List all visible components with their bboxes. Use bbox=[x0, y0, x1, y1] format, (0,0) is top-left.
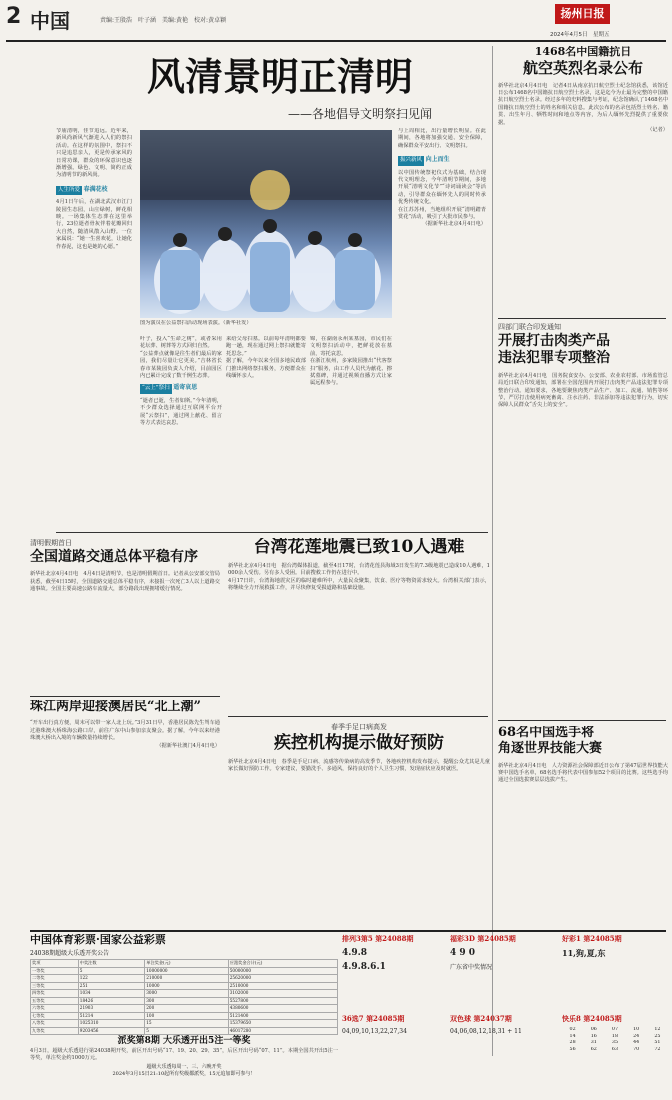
right1-credit: （记者） bbox=[647, 127, 668, 134]
table-row: 三等奖 251 10000 2510000 bbox=[31, 982, 338, 990]
right2-headline1: 开展打击肉类产品 bbox=[498, 333, 610, 349]
left1-kicker: 清明假期首日 bbox=[30, 539, 72, 547]
main-col2: 叶子，投入“生命之树”，或者采用花坛葬、树葬等方式回归自然。 “公益葬点就像是往生者们最后的家园，我们尽量让它更美。”吉林省长春市某陵园负责人介绍，目前园区内已累计完成了数千例生态葬。 “云上”祭扫 遥寄哀思 “逝者已逝，生者如斯。”今年清明，不少群众选择通过互联网平台开展“云祭扫”，通过网上献花、留言等方式表达哀思。 bbox=[140, 336, 222, 427]
middle-story1 bbox=[228, 538, 490, 708]
middle1-headline: 台湾花莲地震已致10人遇难 bbox=[253, 538, 465, 557]
top-rule bbox=[6, 40, 666, 42]
main-bottom-rule bbox=[56, 532, 488, 533]
qlc-block: 36选7 第24085期 04,09,10,13,22,27,34 bbox=[342, 1014, 446, 1094]
right3-text: 新华社北京4月4日电 人力资源社会保障部近日公布了第47届世界技能大赛中国选手名单，68名选手将代表中国参加52个项目的比赛。这些选手均通过全国选拔赛层层选拔产生。 bbox=[498, 762, 668, 784]
fc3d-sub: 广东省中奖情况 bbox=[450, 964, 493, 971]
lottery-title: 中国体育彩票·国家公益彩票 bbox=[30, 934, 166, 946]
middle2-text: 新华社北京4月4日电 春季是手足口病、流感等传染病的高发季节，各地疾控机构发布提示，提醒公众尤其是儿童家长做好预防工作。专家建议，要勤洗手、多通风，保持良好的个人卫生习惯，发现症状应及时就医。 bbox=[228, 758, 490, 773]
main-col5: 与上周相比，出行量增长明显。在此期间，各地将加强交通、安全保障，确保群众平安出行、文明祭扫。 振兴新风 向上而生 以中国传统祭祀仪式为基础，结合现代文明理念，今年清明节期间，多地开展“清明文化节”“诗词诵读会”等活动，引导群众在缅怀先人的同时传承优秀传统文化。 在江苏苏州，当地组织开展“清明踏青赏花”活动，吸引了大批市民参与。 （据新华社北京4月4日电） bbox=[398, 128, 486, 228]
left1-headline: 全国道路交通总体平稳有序 bbox=[30, 549, 198, 565]
kl8-numbers: 02 06 07 10 12 14 16 18 24 25 28 31 35 44 51 56 62 63 70 72 bbox=[569, 1027, 661, 1052]
left2-credit: （据新华社澳门4月4日电） bbox=[156, 742, 220, 749]
editors: 责编:王殷浩 叶子涵 美编:黄艳 校对:黄卓颖 bbox=[100, 17, 227, 24]
lottery-top-rule bbox=[30, 930, 666, 932]
left1-text: 新华社北京4月4日电 4月4日是清明节，也是清明假期首日。记者从公安部交管局获悉，截至4日15时，全国道路交通总体平稳有序，未接报一次死亡3人以上道路交通事故。全国主要高速公路车流量大，部分路段出现拥堵缓行情况。 bbox=[30, 571, 220, 593]
table-row: 七等奖 51214 100 5121400 bbox=[31, 1012, 338, 1020]
qlc-numbers: 04,09,10,13,22,27,34 bbox=[342, 1028, 407, 1035]
lottery-table: 奖项 中奖注数 单注奖金(元) 应派奖金合计(元) 一等奖 5 10000000 50000000 二等奖 122 210000 25620000 三等奖 251 10000 2510000 四等奖 1034 3000 3102000 五等奖 18426 300 5527800 六等奖 21903 200 4380600 七等奖 51214 100 5121400 八等奖 1025310 15 15379650 九等奖 9203456 5 46017280 bbox=[30, 959, 338, 1035]
section-name: 中国 bbox=[30, 9, 70, 33]
kl8-block: 快乐8 第24085期 02 06 07 10 12 14 16 18 24 25 28 31 35 44 51 56 62 63 70 72 bbox=[562, 1014, 668, 1094]
main-col1: 节庙清明，佳节追远。近年来，新风尚新风气渐进入人们的祭扫活动。在这样的氛围中，祭扫不只是追思亲人，更是传承家风的日常功课，群众的环保意识也逐渐增强。绿色、文明、简约正成为清明节的新风尚。 人生所爱 春满花枝 4月1日午后，在湖北武汉市江门陵园生态园，山庄绿树，鲜花相映。一场集体生态葬在这里举行，23位逝者骨灰伴着花瓣回归大自然，随清风散入山野。一位家属说：“她一生喜欢花，让她化作春泥，这也是她的心愿。” bbox=[56, 128, 132, 250]
right1-text: 新华社北京4月4日电 记者4日从南京抗日航空烈士纪念馆获悉，该馆近日公布1468名中国籍抗日航空烈士名录，这是迄今为止最为完整的中国籍抗日航空烈士名录。经过多年的史料搜集与考证，纪念馆确认了1468名中国籍抗日航空烈士的姓名和相关信息。此次公布的名录包括烈士姓名、籍贯、出生年月、牺牲时间和地点等内容，为后人缅怀先烈提供了重要依据。 bbox=[498, 82, 668, 126]
left-rule1 bbox=[30, 696, 220, 697]
right-story3 bbox=[498, 726, 668, 926]
pl3-block: 排列3第5 第24088期 4.9.8 4.9.8.6.1 bbox=[342, 934, 446, 1010]
main-col4: 锦，在湖南永州某墓园，市民们在文明祭扫活动中，把鲜花放在墓前，寄托哀思。 在浙江杭州，多家陵园推出“代客祭扫”服务，由工作人员代为献花、擦拭墓碑，并通过视频直播方式让家属远程参与。 bbox=[310, 336, 392, 387]
date: 2024年4月5日 星期五 bbox=[550, 32, 610, 38]
left-story2 bbox=[30, 700, 220, 930]
left-story1 bbox=[30, 538, 220, 658]
dlt-footer1: 超级大乐透每周一、三、六晚开奖 bbox=[146, 1063, 222, 1070]
right3-headline2: 角逐世界技能大赛 bbox=[498, 741, 603, 757]
right2-headline2: 违法犯罪专项整治 bbox=[498, 350, 610, 367]
photo-figures bbox=[140, 130, 392, 318]
table-row: 八等奖 1025310 15 15379650 bbox=[31, 1020, 338, 1028]
right-rule2 bbox=[498, 720, 666, 721]
middle2-headline: 疾控机构提示做好预防 bbox=[274, 733, 444, 753]
hc1-block: 好彩1 第24085期 11,狗,夏,东 bbox=[562, 934, 668, 1010]
sports-lottery bbox=[30, 934, 338, 1094]
dlt-headline: 派奖第8期 大乐透开出5注一等奖 bbox=[117, 1036, 251, 1047]
lottery-subtitle: 24038期超级大乐透开奖公告 bbox=[30, 950, 110, 958]
main-col3: 来给父母扫墓。以前每年清明都要跑一趟，现在通过网上祭扫就能寄托思念。” 据了解，今年以来全国多地民政部门推出网络祭扫服务，方便群众在线缅怀亲人。 bbox=[226, 336, 306, 380]
right2-kicker: 四部门联合印发通知 bbox=[498, 323, 561, 331]
left2-headline: 珠江两岸迎接澳居民“北上潮” bbox=[30, 700, 201, 714]
right-story2 bbox=[498, 322, 668, 717]
pl5-numbers: 4.9.8.6.1 bbox=[342, 962, 386, 972]
pl3-numbers: 4.9.8 bbox=[342, 948, 368, 958]
fc3d-block: 福彩3D 第24085期 4 9 0 广东省中奖情况 bbox=[450, 934, 558, 1010]
right1-headline1: 1468名中国籍抗日 bbox=[534, 46, 632, 58]
middle1-text: 新华社北京4月4日电 据台湾媒体报道，截至4日17时，台湾花莲县海域3日发生的7.3级地震已造成10人遇难，1000余人受伤。另有多人受困。目前搜救工作仍在进行中。 bbox=[228, 562, 490, 577]
photo-caption: 图为演员在公益祭扫活动现场表演。（新华社发） bbox=[140, 320, 252, 326]
fc3d-numbers: 4 9 0 bbox=[450, 948, 476, 958]
middle2-kicker: 春季手足口病高发 bbox=[331, 723, 387, 731]
page-number: 2 bbox=[6, 4, 22, 29]
logo: 扬州日报 bbox=[555, 4, 610, 24]
right2-text: 新华社北京4月4日电 国务院食安办、公安部、农业农村部、市场监管总局近日联合印发通知，部署在全国范围内开展打击肉类产品违法犯罪专项整治行动。通知要求，各地要聚焦肉类产品生产、加工、流通、销售等环节，严厉打击使用病死畜禽、注水注药、非法添加等违法犯罪行为，切实保障人民群众“舌尖上的安全”。 bbox=[498, 372, 668, 409]
right3-headline1: 68名中国选手将 bbox=[498, 726, 595, 740]
table-row: 二等奖 122 210000 25620000 bbox=[31, 975, 338, 983]
table-row: 九等奖 9203456 5 46017280 bbox=[31, 1027, 338, 1035]
ssq-numbers: 04,06,08,12,18,31 + 11 bbox=[450, 1028, 522, 1035]
dlt-footer2: 2024年3月15日21:10起所有奖级都派奖，15元追加即可参与！ bbox=[112, 1070, 256, 1077]
table-row: 四等奖 1034 3000 3102000 bbox=[31, 990, 338, 998]
right-story1 bbox=[498, 46, 668, 316]
dlt-text: 4月3日，超级大乐透进行第24038期开奖，前区开出号码“17、19、20、29、35”，后区开出号码“07、11”。本期全国共开出5注一等奖，单注奖金约1000万元。 bbox=[30, 1047, 338, 1062]
header bbox=[0, 0, 672, 38]
welfare-lottery bbox=[342, 934, 668, 1094]
hc1-numbers: 11,狗,夏,东 bbox=[562, 948, 606, 958]
main-photo bbox=[140, 130, 392, 318]
middle-story2 bbox=[228, 722, 490, 922]
table-row: 五等奖 18426 300 5527800 bbox=[31, 997, 338, 1005]
right-divider bbox=[492, 46, 493, 1056]
table-row: 六等奖 21903 200 4380600 bbox=[31, 1005, 338, 1013]
main-headline: 风清景明正清明 bbox=[146, 54, 413, 99]
left2-text: “开车出行真方便，周末可以带一家人北上玩。”3月31日早，香港居民陈先生驾车通过港珠澳大桥珠海公路口岸，前往广东中山参加亲友聚会。据了解，今年以来经港珠澳大桥出入境的车辆数量持续增长。 bbox=[30, 720, 220, 742]
right-rule1 bbox=[498, 318, 666, 319]
ssq-block: 双色球 第24037期 04,06,08,12,18,31 + 11 bbox=[450, 1014, 558, 1094]
middle1-text2: 4月17日许，台湾海地震灾区的临时避难所中，大量民众聚集，饮食、医疗等物资需求较大。台湾相关部门表示，将继续全力开展救援工作，并尽快修复受损道路和基础设施。 bbox=[228, 577, 490, 591]
main-subheadline: ——各地倡导文明祭扫见闻 bbox=[287, 107, 432, 121]
middle-rule bbox=[228, 716, 488, 717]
right1-headline2: 航空英烈名录公布 bbox=[522, 59, 643, 78]
table-row: 一等奖 5 10000000 50000000 bbox=[31, 967, 338, 975]
